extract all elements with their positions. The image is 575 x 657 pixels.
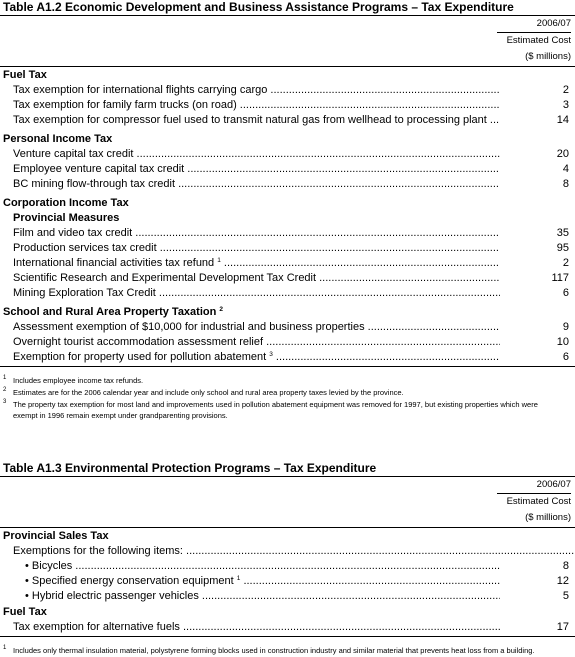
row-value: 6 [562,287,569,299]
table-row [0,286,575,301]
row-label: Production services tax credit ..... [13,241,500,256]
column-cost: Estimated Cost [506,496,571,507]
footnote-text: The property tax exemption for most land and improvements used in pollution abatement equipment was removed for 1997, but existing properties which were exempt in 1996 remain exempt under grandparenting provisions. [13,400,538,420]
row-label: BC mining flow-through tax credit ..... [13,177,500,192]
row-label: Tax exemption for alternative fuels ..... [13,620,500,635]
column-units: ($ millions) [525,51,571,62]
section-heading-text: School and Rural Area Property Taxation [3,306,217,318]
row-value: 8 [562,560,569,572]
row-label: Tax exemption for family farm trucks (on road) ..... [13,98,500,113]
row-value: 35 [556,227,569,239]
footnote [0,375,575,386]
footnote-ref: 3 [269,351,273,358]
row-value: 6 [562,351,569,363]
table-row [0,350,575,365]
table-row-intro [0,544,575,559]
row-value: 2 [562,84,569,96]
section-heading-provincial-sales-tax: Provincial Sales Tax [3,530,109,542]
row-value: 12 [556,575,569,587]
table-row [0,620,575,635]
table-row [0,335,575,350]
row-value: 14 [556,114,569,126]
section-heading-fuel-tax: Fuel Tax [3,606,47,618]
footnote-text: Includes employee income tax refunds. [13,376,144,385]
table-row [0,162,575,177]
subsection-heading-provincial-measures: Provincial Measures [13,212,120,224]
row-value: 2 [562,257,569,269]
row-label: Mining Exploration Tax Credit ..... [13,286,500,301]
row-label: • Hybrid electric passenger vehicles ..... [25,589,500,604]
row-label: Assessment exemption of $10,000 for industrial and business properties ..... [13,320,500,335]
row-value: 8 [562,178,569,190]
section-heading-corporation-income-tax: Corporation Income Tax [3,197,129,209]
row-label: Film and video tax credit ..... [13,226,500,241]
table-title: Table A1.3 Environmental Protection Programs – Tax Expenditure [3,461,377,475]
footnote [0,399,575,421]
row-value: 20 [556,148,569,160]
row-label: • Bicycles ..... [25,559,500,574]
row-label-text: • Specified energy conservation equipment [25,575,234,587]
row-value: 9 [562,321,569,333]
row-label [13,350,500,365]
table-a1-3 [0,461,575,657]
row-label: Exemptions for the following items: ..... [13,544,500,559]
column-header [0,477,575,526]
row-label: Overnight tourist accommodation assessment relief ..... [13,335,500,350]
row-value: 17 [556,621,569,633]
column-cost: Estimated Cost [506,35,571,46]
footnote-mark: 1 [3,645,7,651]
table-row [0,271,575,286]
footnote-mark: 2 [3,387,7,393]
table-row [0,320,575,335]
footnote [0,387,575,398]
table-title: Table A1.2 Economic Development and Business Assistance Programs – Tax Expenditure [3,0,514,14]
table-row [0,241,575,256]
table-row [0,98,575,113]
column-year: 2006/07 [497,477,571,494]
row-label: Venture capital tax credit ..... [13,147,500,162]
footnotes [0,645,575,656]
row-label-text: Exemption for property used for pollution abatement [13,351,267,363]
footnote-mark: 3 [3,399,7,405]
row-label: Tax exemption for international flights carrying cargo ..... [13,83,500,98]
row-value: 117 [551,272,569,284]
table-row [0,113,575,128]
section-heading-personal-income-tax: Personal Income Tax [3,133,113,145]
row-label: Employee venture capital tax credit ..... [13,162,500,177]
table-row [0,589,575,604]
row-label [13,256,500,271]
footnote-text: Includes only thermal insulation material, polystyrene forming blocks used in construction industry and similar material that prevents heat loss from a building. [13,646,535,655]
table-row [0,226,575,241]
footnotes [0,375,575,421]
footnote-mark: 1 [3,375,7,381]
row-value: 5 [562,590,569,602]
table-row [0,147,575,162]
column-header [0,16,575,65]
table-bottom-rule [0,366,575,367]
footnote [0,645,575,656]
column-year: 2006/07 [497,16,571,33]
footnote-ref: 1 [217,257,221,264]
column-units: ($ millions) [525,512,571,523]
row-label: Tax exemption for compressor fuel used to transmit natural gas from wellhead to processing plant ..... [13,113,500,128]
row-label-text: International financial activities tax refund [13,257,215,269]
table-row [0,256,575,271]
footnote-ref: 2 [219,306,224,313]
table-bottom-rule [0,636,575,637]
row-value: 10 [556,336,569,348]
row-label [25,574,500,589]
table-row [0,177,575,192]
footnote-ref: 1 [236,575,241,582]
table-row [0,83,575,98]
row-value: 4 [562,163,569,175]
section-heading-fuel-tax: Fuel Tax [3,69,47,81]
footnote-text: Estimates are for the 2006 calendar year and include only school and rural area property taxes levied by the province. [13,388,404,397]
row-label: Scientific Research and Experimental Development Tax Credit ..... [13,271,500,286]
row-value: 95 [556,242,569,254]
table-row [0,574,575,589]
row-value: 3 [562,99,569,111]
section-heading-property-taxation [0,304,575,320]
table-row [0,559,575,574]
